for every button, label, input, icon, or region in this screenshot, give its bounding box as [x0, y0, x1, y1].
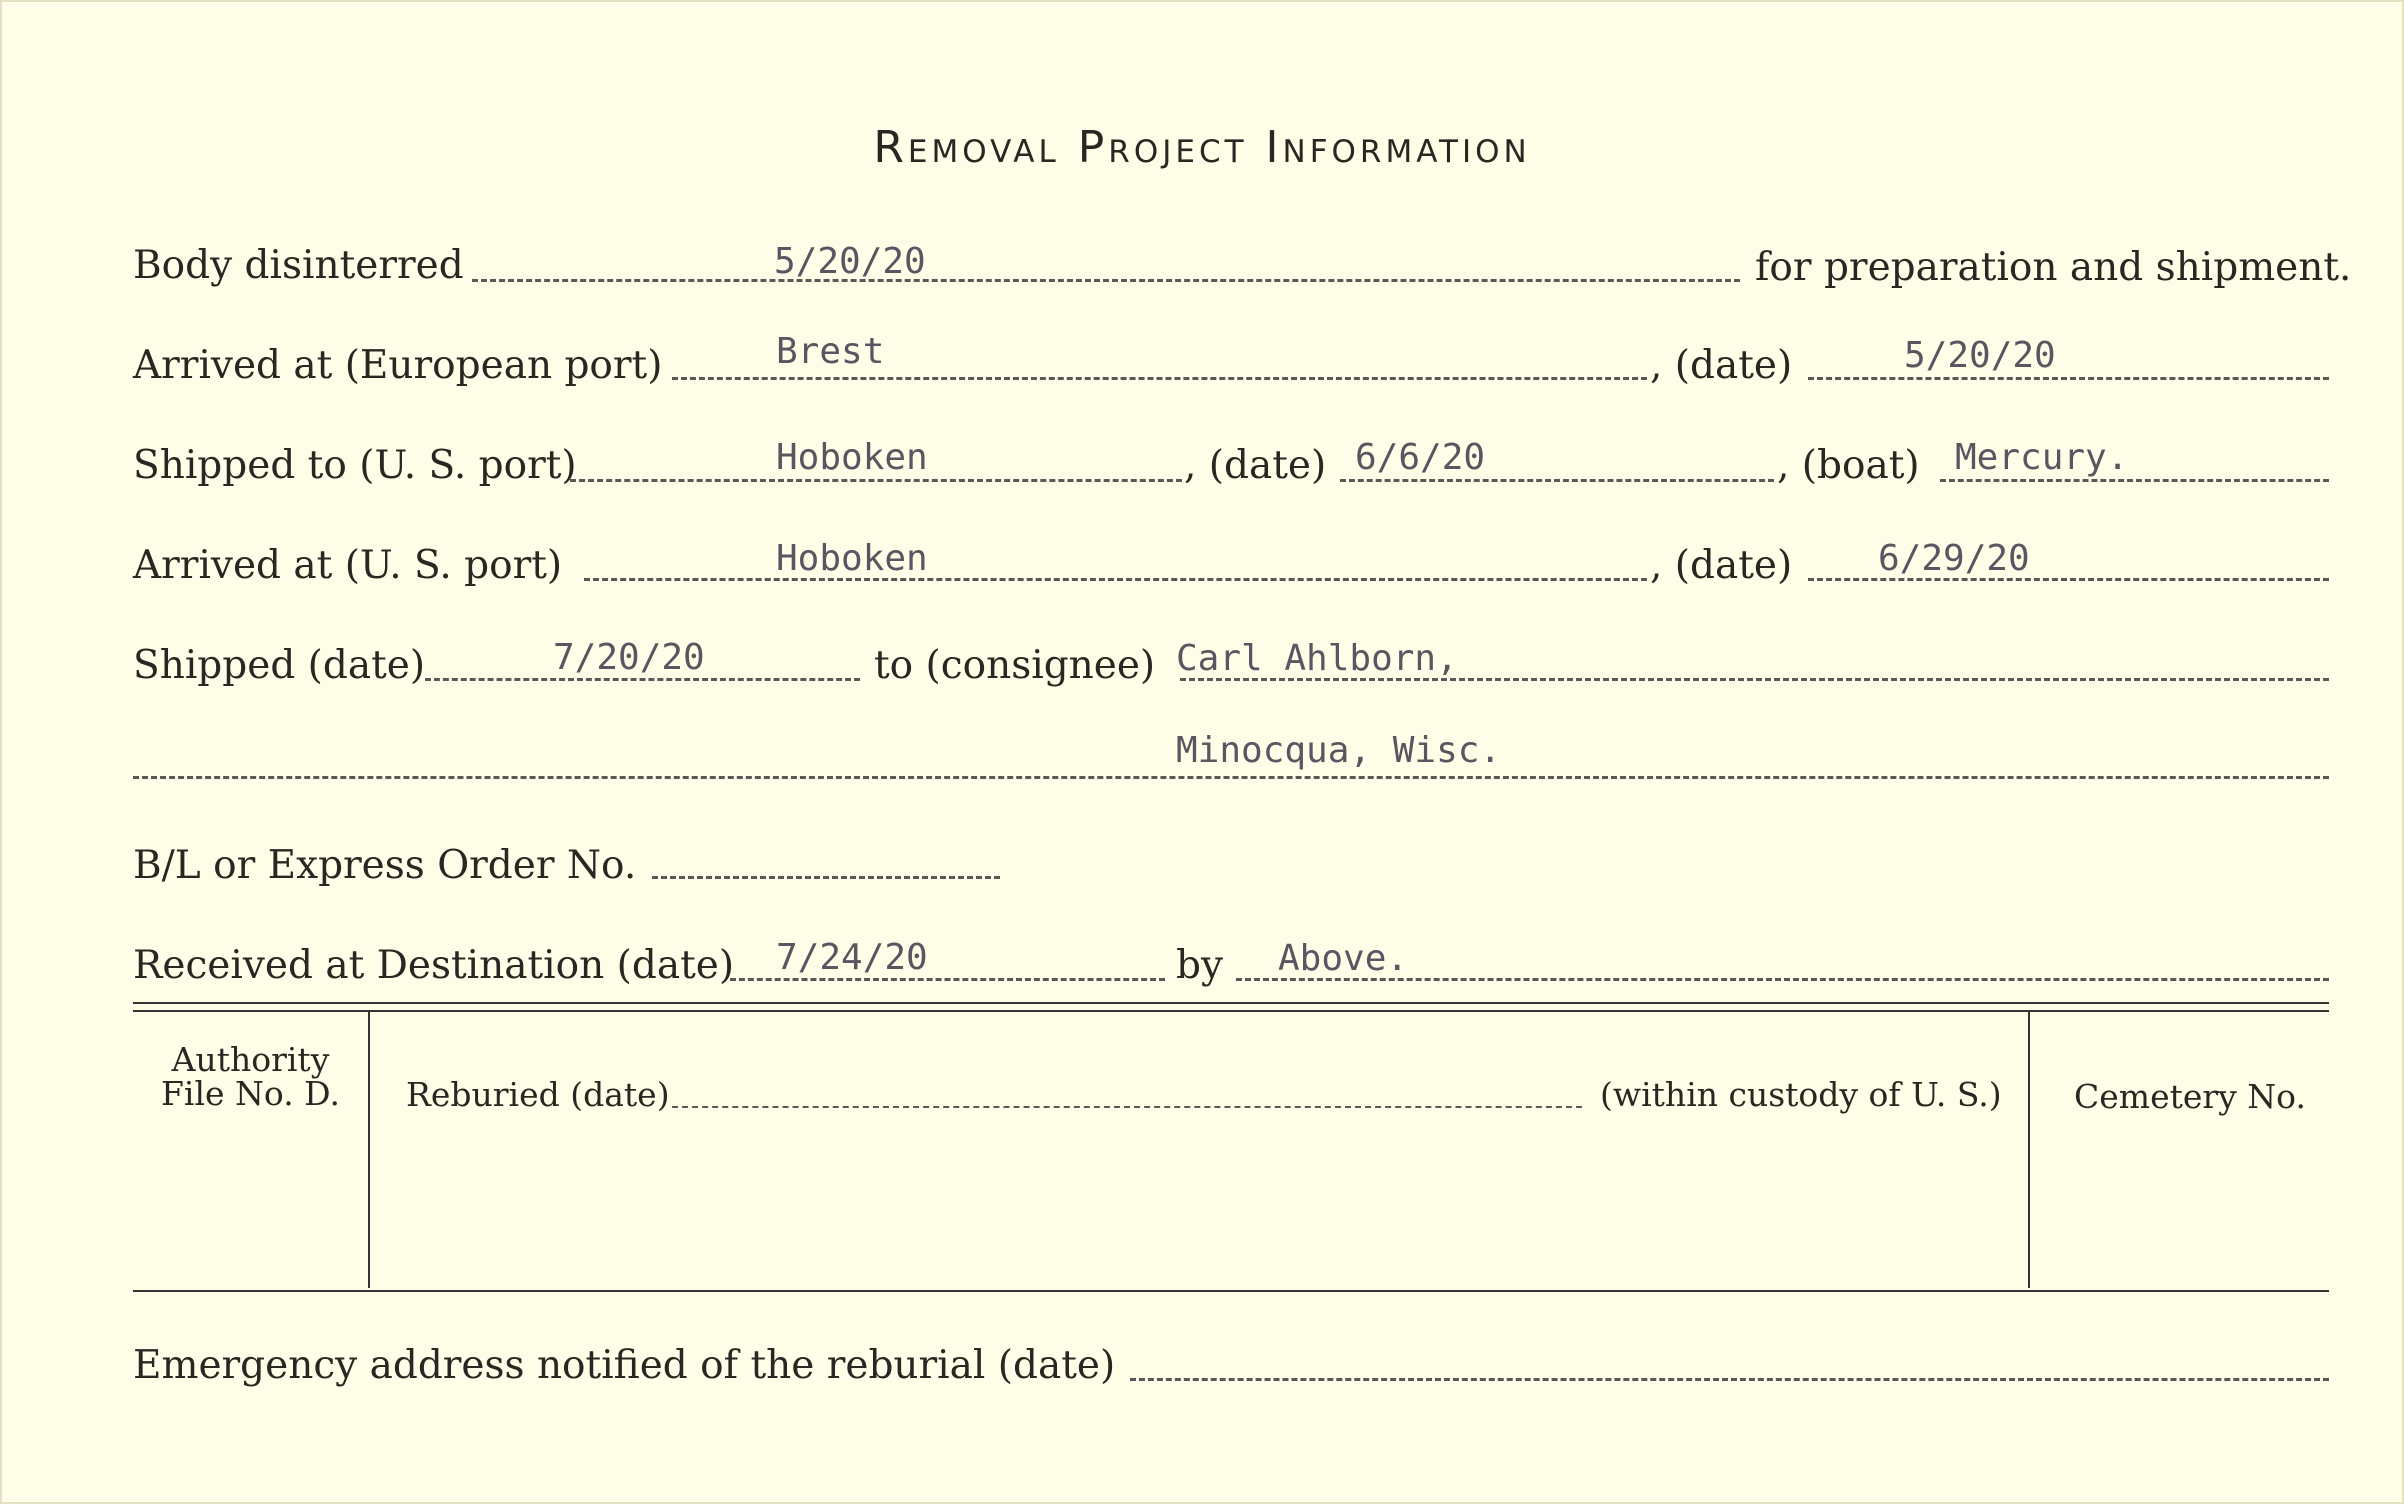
card-title: Removal Project Information: [873, 122, 1531, 173]
arrived-us-date: 6/29/20: [1878, 538, 2030, 579]
bl-order-line: [652, 876, 1000, 879]
body-disinterred-label: Body disinterred: [133, 243, 464, 288]
arrived-european-label: Arrived at (European port): [133, 343, 663, 388]
received-date-line: [730, 978, 1165, 981]
box-divider-right: [2028, 1012, 2030, 1288]
arrived-us-date-label: , (date): [1650, 543, 1793, 588]
shipped-us-line: [570, 479, 1182, 482]
shipped-us-date: 6/6/20: [1355, 437, 1486, 478]
arrived-us-label: Arrived at (U. S. port): [133, 543, 563, 588]
body-disinterred-date: 5/20/20: [774, 241, 926, 282]
box-top-rule: [133, 1002, 2329, 1004]
authority-line-2: File No. D.: [161, 1074, 340, 1113]
arrived-us-port: Hoboken: [776, 538, 928, 579]
consignee-name: Carl Ahlborn,: [1176, 638, 1458, 679]
authority-label: [133, 1040, 368, 1113]
shipped-us-boat-line: [1940, 479, 2329, 482]
shipped-us-date-label: , (date): [1184, 443, 1327, 488]
cemetery-label: Cemetery No.: [2074, 1077, 2306, 1116]
box-top-rule-second: [133, 1010, 2329, 1012]
shipped-us-label: Shipped to (U. S. port): [133, 443, 577, 488]
box-divider-left: [368, 1012, 370, 1288]
arrived-european-port: Brest: [776, 331, 885, 372]
arrived-us-line: [584, 578, 1647, 581]
arrived-european-date-line: [1808, 377, 2329, 380]
arrived-european-line: [672, 377, 1647, 380]
received-by-label: by: [1176, 943, 1223, 988]
shipped-date-line: [425, 678, 860, 681]
arrived-european-date-label: , (date): [1650, 343, 1793, 388]
shipped-us-boat: Mercury.: [1955, 437, 2129, 478]
bl-order-label: B/L or Express Order No.: [133, 843, 637, 888]
shipped-date-label: Shipped (date): [133, 643, 426, 688]
emergency-label: Emergency address notified of the reburial (date): [133, 1343, 1116, 1388]
shipped-us-date-line: [1340, 479, 1774, 482]
shipped-us-port: Hoboken: [776, 437, 928, 478]
received-date: 7/24/20: [776, 937, 928, 978]
received-by: Above.: [1278, 938, 1409, 979]
emergency-line: [1130, 1378, 2329, 1381]
shipped-us-boat-label: , (boat): [1777, 443, 1920, 488]
preparation-shipment-text: for preparation and shipment.: [1755, 245, 2352, 290]
received-label: Received at Destination (date): [133, 943, 735, 988]
arrived-european-date: 5/20/20: [1904, 335, 2056, 376]
consignee-label: to (consignee): [874, 643, 1156, 688]
authority-line-1: Authority: [171, 1040, 330, 1079]
body-disinterred-line: [472, 279, 1740, 282]
reburied-line: [672, 1106, 1582, 1108]
consignee-address: Minocqua, Wisc.: [1176, 730, 1502, 771]
consignee-address-line: [133, 776, 2329, 779]
custody-label: (within custody of U. S.): [1600, 1075, 2002, 1114]
shipped-date: 7/20/20: [553, 637, 705, 678]
reburied-label: Reburied (date): [406, 1075, 670, 1114]
box-bottom-rule: [133, 1290, 2329, 1292]
